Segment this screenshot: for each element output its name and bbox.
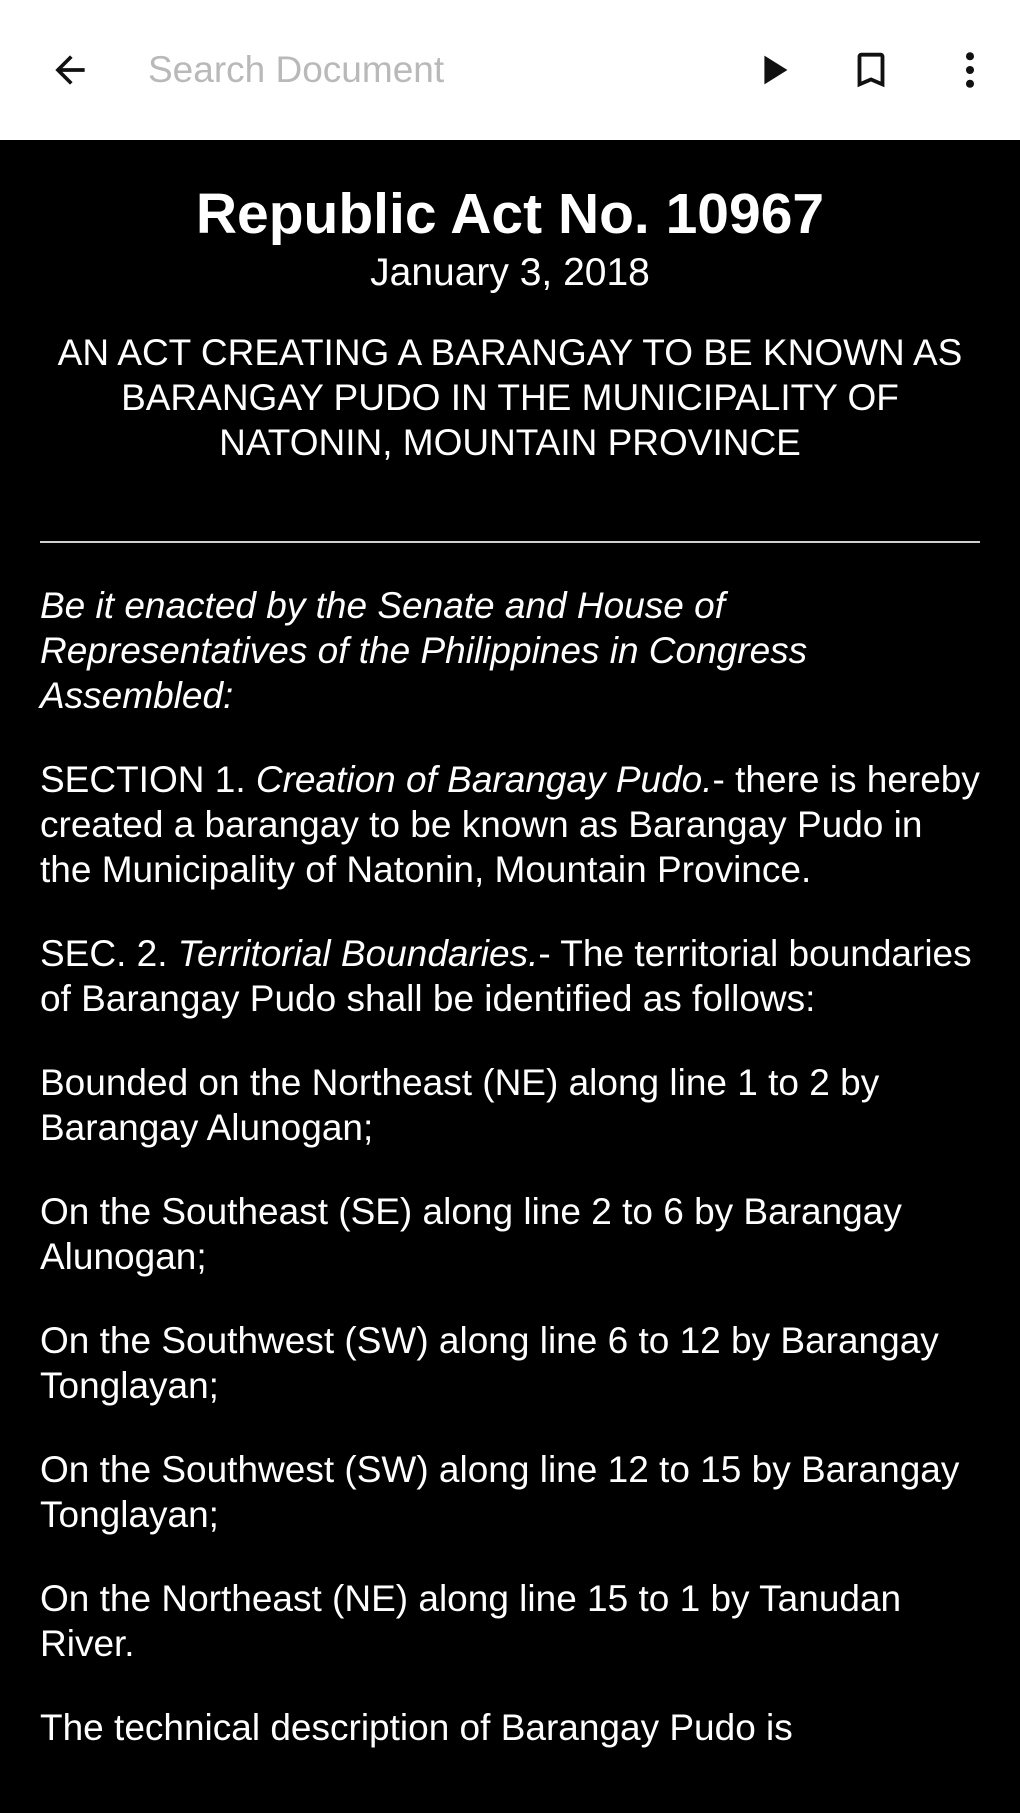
divider — [40, 541, 980, 543]
more-options-button[interactable] — [934, 34, 1006, 106]
section-1-label: SECTION 1. — [40, 759, 246, 800]
section-2-label: SEC. 2. — [40, 933, 168, 974]
trailing-text: The technical description of Barangay Pudo is — [40, 1707, 793, 1748]
boundary-item: On the Southeast (SE) along line 2 to 6 by Barangay Alunogan; — [40, 1191, 902, 1277]
boundary-item: Bounded on the Northeast (NE) along line 1 to 2 by Barangay Alunogan; — [40, 1062, 880, 1148]
section-1 — [40, 757, 980, 892]
document-subtitle: AN ACT CREATING A BARANGAY TO BE KNOWN AS BARANGAY PUDO IN THE MUNICIPALITY OF NATONIN, MOUNTAIN PROVINCE — [57, 332, 963, 463]
section-1-text: - there is hereby created a barangay to be known as Barangay Pudo in the Municipality of Natonin, Mountain Province. — [40, 759, 980, 890]
arrow-left-icon — [48, 48, 92, 92]
section-2 — [40, 931, 980, 1021]
section-1-heading: Creation of Barangay Pudo. — [255, 759, 713, 800]
play-button[interactable] — [738, 34, 810, 106]
bookmark-button[interactable] — [835, 34, 907, 106]
bookmark-icon — [848, 47, 894, 93]
document-view[interactable] — [0, 142, 1020, 1813]
back-button[interactable] — [34, 34, 106, 106]
document-date: January 3, 2018 — [370, 251, 650, 294]
boundary-item: On the Northeast (NE) along line 15 to 1 by Tanudan River. — [40, 1578, 902, 1664]
enacting-clause: Be it enacted by the Senate and House of Representatives of the Philippines in Congress Assembled: — [40, 585, 808, 716]
section-2-text: - The territorial boundaries of Barangay Pudo shall be identified as follows: — [40, 933, 972, 1019]
top-toolbar — [0, 0, 1020, 140]
search-input[interactable] — [148, 38, 708, 102]
play-icon — [751, 47, 797, 93]
boundary-item: On the Southwest (SW) along line 12 to 15 by Barangay Tonglayan; — [40, 1449, 960, 1535]
boundary-item: On the Southwest (SW) along line 6 to 12 by Barangay Tonglayan; — [40, 1320, 939, 1406]
document-title: Republic Act No. 10967 — [195, 182, 825, 246]
section-2-heading: Territorial Boundaries. — [177, 933, 539, 974]
more-vert-icon — [948, 48, 992, 92]
